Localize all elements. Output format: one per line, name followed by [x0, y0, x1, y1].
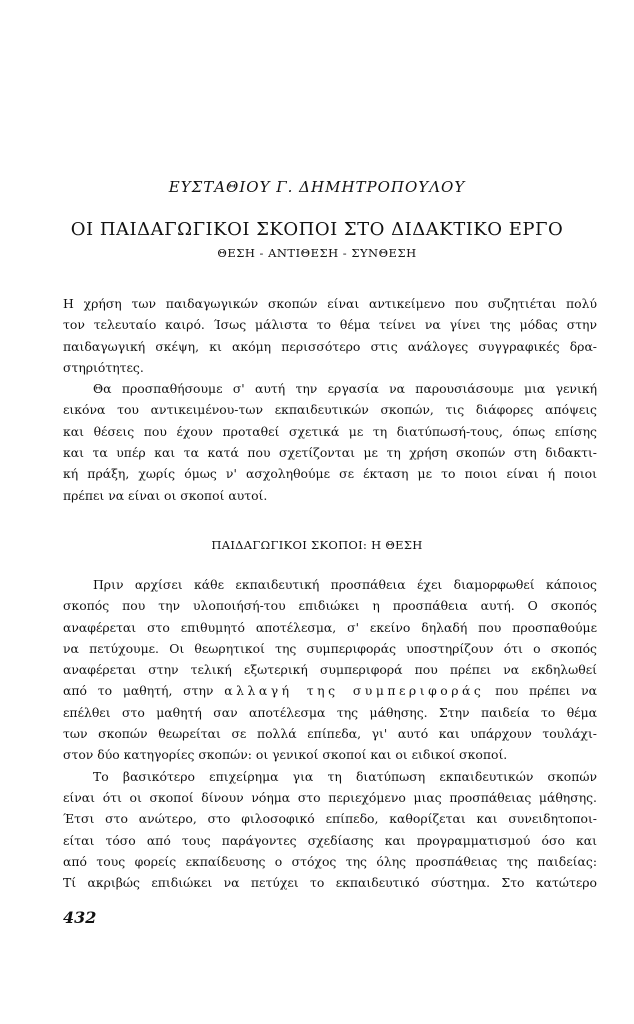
article-title: ΟΙ ΠΑΙΔΑΓΩΓΙΚΟΙ ΣΚΟΠΟΙ ΣΤΟ ΔΙΔΑΚΤΙΚΟ ΕΡΓΟ [70, 219, 564, 240]
section-p1-line: αναφέρεται στην τελική εξωτερική συμπεριφορά που πρέπει να εκδηλωθεί [63, 662, 597, 678]
intro-p1-line: τον τελευταίο καιρό. Ίσως μάλιστα το θέμα τείνει να γίνει της μόδας στην [63, 317, 597, 333]
intro-p2-line: κή πράξη, χωρίς όμως ν' ασχοληθούμε σε έκταση με το ποιοι είναι ή ποιοι [63, 466, 597, 482]
section-p1-line: επέλθει στο μαθητή σαν αποτέλεσμα της μάθησης. Στην παιδεία το θέμα [63, 704, 597, 720]
section-p1-line: αναφέρεται στο επιθυμητό αποτέλεσμα, σ' εκείνο δηλαδή που προσπαθούμε [63, 619, 597, 635]
author-name: ΕΥΣΤΑΘΙΟΥ Γ. ΔΗΜΗΤΡΟΠΟΥΛΟΥ [168, 178, 466, 196]
section-p1-line: σκοπός που την υλοποιήσή-του επιδιώκει η προσπάθεια αυτή. Ο σκοπός [63, 598, 597, 614]
intro-p2-line: Θα προσπαθήσουμε σ' αυτή την εργασία να παρουσιάσουμε μια γενική [93, 381, 597, 397]
section-p1-line: των σκοπών θεωρείται σε πολλά επίπεδα, γι' αυτό και υπάρχουν τουλάχι- [63, 726, 597, 742]
intro-p2-line: και θέσεις που έχουν προταθεί σχετικά με τη διατύπωσή-τους, όπως επίσης [63, 423, 597, 439]
intro-text [63, 293, 597, 506]
section-p1-line: να πετύχουμε. Οι θεωρητικοί της συμπεριφοράς υποστηρίζουν ότι ο σκοπός [63, 640, 597, 656]
section-text [63, 574, 597, 893]
section-p1-line: Πριν αρχίσει κάθε εκπαιδευτική προσπάθεια έχει διαμορφωθεί κάποιος [93, 577, 597, 592]
spaced-emphasis-text: αλλαγή της συμπεριφοράς [224, 683, 485, 699]
intro-p2-line: και τα υπέρ και τα κατά που σχετίζονται με τη χρήση σκοπών στη διδακτι- [63, 445, 597, 461]
section-p1-line: στον δύο κατηγορίες σκοπών: οι γενικοί σκοποί και οι ειδικοί σκοποί. [63, 747, 508, 763]
intro-p1-line: Η χρήση των παιδαγωγικών σκοπών είναι αντικείμενο που συζητιέται πολύ [63, 296, 597, 311]
section-p2-line: είναι ότι οι σκοποί δίνουν νόημα στο περιεχόμενο μιας προσπάθειας μάθησης. [63, 789, 597, 805]
article-subtitle: ΘΕΣΗ - ΑΝΤΙΘΕΣΗ - ΣΥΝΘΕΣΗ [217, 246, 417, 260]
section-p2-line: είται τόσο από τους παράγοντες σχεδίασης και προγραμματισμού όσο και [63, 832, 597, 848]
section-p2-line: Το βασικότερο επιχείρημα για τη διατύπωση εκπαιδευτικών σκοπών [93, 768, 597, 784]
intro-p1-line: στηριότητες. [63, 359, 144, 375]
section-p2-line: Έτσι στο ανώτερο, στο φιλοσοφικό επίπεδο, καθορίζεται και συνειδητοποι- [63, 811, 597, 827]
line-text: από το μαθητή, στην [63, 683, 225, 699]
section-p2-line: από τους φορείς εκπαίδευσης ο στόχος της όλης προσπάθειας της παιδείας: [63, 853, 597, 869]
section-p1-line-emphasis [63, 680, 597, 701]
page-number: 432 [63, 908, 97, 927]
section-p2-line: Τί ακριβώς επιδιώκει να πετύχει το εκπαιδευτικό σύστημα. Στο κατώτερο [63, 875, 597, 891]
intro-p2-line: πρέπει να είναι οι σκοποί αυτοί. [63, 487, 268, 503]
line-text: που πρέπει να [484, 683, 597, 699]
intro-p1-line: παιδαγωγική σκέψη, κι ακόμη περισσότερο στις ανάλογες συγγραφικές δρα- [63, 338, 597, 354]
intro-p2-line: εικόνα του αντικειμένου-των εκπαιδευτικών σκοπών, τις διάφορες απόψεις [63, 402, 597, 418]
section-heading: ΠΑΙΔΑΓΩΓΙΚΟΙ ΣΚΟΠΟΙ: Η ΘΕΣΗ [211, 538, 423, 552]
